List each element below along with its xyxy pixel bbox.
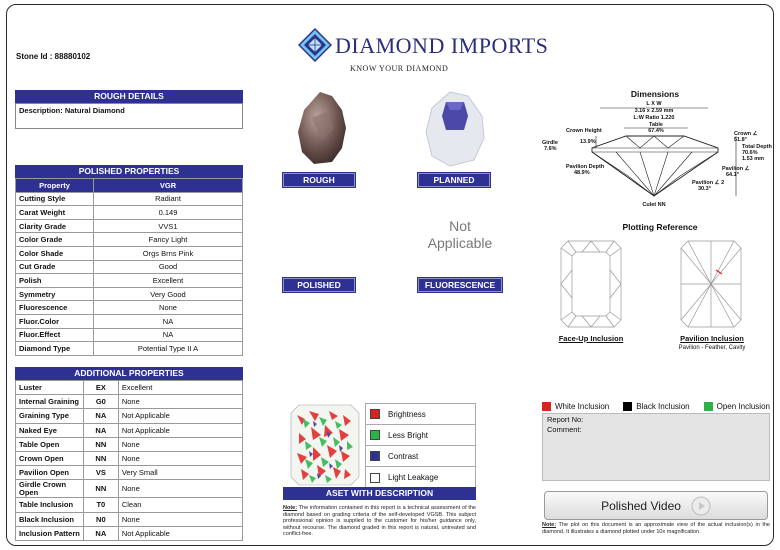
table-row xyxy=(16,526,243,540)
table-row xyxy=(16,206,243,220)
property-value: Very Good xyxy=(94,287,243,301)
table-row xyxy=(16,512,243,526)
open-inclusion-swatch xyxy=(704,402,713,411)
pavilion-depth-value: 48.9% xyxy=(574,170,590,176)
pavilion-inclusion-detail: Pavilion - Feather, Cavity xyxy=(678,345,746,351)
legend-label: Black Inclusion xyxy=(636,402,690,411)
property-value: Potential Type II A xyxy=(94,342,243,356)
planned-label: PLANNED xyxy=(418,173,490,187)
property-name: Crown Open xyxy=(16,451,84,465)
column-header: Property xyxy=(16,179,94,193)
table-row xyxy=(16,287,243,301)
property-name: Fluor.Effect xyxy=(16,328,94,342)
table-row xyxy=(16,260,243,274)
legend-label: Brightness xyxy=(388,409,426,419)
table-row xyxy=(16,192,243,206)
planned-stone-image xyxy=(420,88,490,168)
property-name: Clarity Grade xyxy=(16,219,94,233)
property-value: Not Applicable xyxy=(118,423,242,437)
property-value: None xyxy=(118,512,242,526)
property-value: Not Applicable xyxy=(118,409,242,423)
crown-height-label: Crown Height xyxy=(566,128,602,134)
property-code: VS xyxy=(83,466,118,480)
report-no-label: Report No: xyxy=(547,415,584,424)
property-value: Not Applicable xyxy=(118,526,242,540)
fluorescence-label: FLUORESCENCE xyxy=(418,278,502,292)
table-row xyxy=(16,301,243,315)
face-up-plot xyxy=(560,240,622,328)
property-code: G0 xyxy=(83,395,118,409)
property-code: NN xyxy=(83,437,118,451)
pavilion-plot xyxy=(680,240,742,328)
legend-item xyxy=(366,467,475,488)
table-row xyxy=(16,498,243,512)
plotting-reference-title: Plotting Reference xyxy=(622,222,698,232)
property-name: Symmetry xyxy=(16,287,94,301)
polished-properties-section xyxy=(15,165,243,356)
additional-properties-section xyxy=(15,367,243,541)
property-code: NA xyxy=(83,526,118,540)
additional-properties-header: ADDITIONAL PROPERTIES xyxy=(15,367,243,380)
property-name: Fluorescence xyxy=(16,301,94,315)
property-value: NA xyxy=(94,314,243,328)
property-value: Fancy Light xyxy=(94,233,243,247)
rough-details-header: ROUGH DETAILS xyxy=(15,90,243,103)
girdle-value: 7.6% xyxy=(544,146,557,152)
property-value: Radiant xyxy=(94,192,243,206)
pavilion-angle-2-label: Pavilion ∠ 2 xyxy=(692,180,725,186)
property-name: Graining Type xyxy=(16,409,84,423)
legend-item xyxy=(366,404,475,425)
aset-header: ASET WITH DESCRIPTION xyxy=(283,487,476,500)
property-value: VVS1 xyxy=(94,219,243,233)
aset-note xyxy=(283,505,476,538)
property-code: T0 xyxy=(83,498,118,512)
table-row xyxy=(16,381,243,395)
inclusion-legend-item xyxy=(623,402,689,411)
rough-stone-image xyxy=(292,88,352,168)
fluorescence-not-applicable: Not Applicable xyxy=(427,218,493,251)
aset-image xyxy=(289,403,361,487)
property-value: 0.149 xyxy=(94,206,243,220)
table-row xyxy=(16,480,243,498)
note-label: Note: xyxy=(542,522,557,528)
note-text: The plot on this document is an approximate view of the actual inclusion(s) in the diamond. It illustrates a diamond plotted under 10x magnification. xyxy=(542,522,770,535)
property-name: Carat Weight xyxy=(16,206,94,220)
property-value: None xyxy=(118,437,242,451)
comment-label: Comment: xyxy=(547,425,582,434)
table-row xyxy=(16,274,243,288)
polished-label: POLISHED xyxy=(283,278,355,292)
property-name: Polish xyxy=(16,274,94,288)
brand-name: DIAMOND IMPORTS xyxy=(335,33,549,58)
pavilion-angle-1-label: Pavilion ∠ xyxy=(722,166,750,172)
pavilion-angle-1-value: 64.1° xyxy=(726,172,739,178)
property-value: Excellent xyxy=(118,381,242,395)
legend-label: Less Bright xyxy=(388,430,429,440)
culet-label: Culet NN xyxy=(642,202,666,208)
table-row xyxy=(16,246,243,260)
brightness-swatch xyxy=(370,409,380,419)
video-button-label: Polished Video xyxy=(601,498,681,513)
legend-label: Light Leakage xyxy=(388,473,439,482)
property-name: Table Open xyxy=(16,437,84,451)
crown-angle-label: Crown ∠ xyxy=(734,131,758,137)
property-name: Diamond Type xyxy=(16,342,94,356)
black-inclusion-swatch xyxy=(623,402,632,411)
table-row xyxy=(16,342,243,356)
inclusion-legend xyxy=(542,402,770,411)
diamond-logo-icon xyxy=(298,28,332,62)
legend-item xyxy=(366,446,475,467)
property-value: Good xyxy=(94,260,243,274)
table-row xyxy=(16,423,243,437)
legend-label: White Inclusion xyxy=(555,402,610,411)
additional-properties-table xyxy=(15,380,243,541)
note-label: Note: xyxy=(283,505,298,511)
property-value: None xyxy=(118,451,242,465)
total-depth-label: Total Depth xyxy=(742,144,772,150)
property-name: Luster xyxy=(16,381,84,395)
table-row xyxy=(16,466,243,480)
property-value: None xyxy=(118,480,242,498)
property-name: Naked Eye xyxy=(16,423,84,437)
property-value: None xyxy=(94,301,243,315)
property-name: Cut Grade xyxy=(16,260,94,274)
polished-properties-header: POLISHED PROPERTIES xyxy=(15,165,243,178)
property-name: Inclusion Pattern xyxy=(16,526,84,540)
property-code: NN xyxy=(83,451,118,465)
property-code: EX xyxy=(83,381,118,395)
less-bright-swatch xyxy=(370,430,380,440)
girdle-label: Girdle xyxy=(542,140,558,146)
ratio-value: L:W Ratio 1.220 xyxy=(633,115,675,121)
property-code: NN xyxy=(83,480,118,498)
property-code: NA xyxy=(83,423,118,437)
table-header-row xyxy=(16,179,243,193)
rough-details-section xyxy=(15,90,243,129)
polished-video-button[interactable] xyxy=(544,491,768,520)
pavilion-inclusion-label: Pavilion Inclusion xyxy=(680,334,744,343)
table-row xyxy=(16,409,243,423)
table-row xyxy=(16,233,243,247)
column-header: VGR xyxy=(94,179,243,193)
property-value: NA xyxy=(94,328,243,342)
legend-item xyxy=(366,425,475,446)
property-value: Excellent xyxy=(94,274,243,288)
legend-label: Contrast xyxy=(388,451,419,461)
polished-properties-table xyxy=(15,178,243,356)
crown-angle-value: 51.8° xyxy=(734,137,747,143)
property-name: Color Grade xyxy=(16,233,94,247)
table-value: 67.4% xyxy=(648,128,664,134)
contrast-swatch xyxy=(370,451,380,461)
table-row xyxy=(16,437,243,451)
table-row xyxy=(16,219,243,233)
property-value: Clean xyxy=(118,498,242,512)
pavilion-angle-2-value: 30.3° xyxy=(698,186,711,192)
bottom-note xyxy=(542,522,770,535)
dimensions-diagram xyxy=(536,98,772,210)
property-value: Orgs Brns Pink xyxy=(94,246,243,260)
face-up-inclusion-label: Face-Up Inclusion xyxy=(558,334,624,343)
table-row xyxy=(16,395,243,409)
property-name: Table Inclusion xyxy=(16,498,84,512)
property-code: NA xyxy=(83,409,118,423)
stone-id: Stone Id : 88880102 xyxy=(16,52,91,61)
brand-tagline: KNOW YOUR DIAMOND xyxy=(350,64,449,73)
play-icon xyxy=(691,496,711,516)
total-depth-mm: 1.53 mm xyxy=(742,156,765,162)
property-name: Cutting Style xyxy=(16,192,94,206)
inclusion-legend-item xyxy=(704,402,770,411)
property-name: Black Inclusion xyxy=(16,512,84,526)
property-name: Fluor.Color xyxy=(16,314,94,328)
property-name: Internal Graining xyxy=(16,395,84,409)
property-name: Girdle Crown Open xyxy=(16,480,84,498)
property-code: N0 xyxy=(83,512,118,526)
pavilion-depth-label: Pavilion Depth xyxy=(566,164,605,170)
dimensions-title: Dimensions xyxy=(630,89,680,99)
report-comment-box xyxy=(542,413,770,481)
rough-description: Description: Natural Diamond xyxy=(15,103,243,129)
property-name: Pavilion Open xyxy=(16,466,84,480)
total-depth-value: 70.6% xyxy=(742,150,758,156)
crown-height-value: 13.9% xyxy=(580,139,596,145)
table-row xyxy=(16,451,243,465)
property-value: None xyxy=(118,395,242,409)
light-leakage-swatch xyxy=(370,473,380,483)
white-inclusion-swatch xyxy=(542,402,551,411)
table-row xyxy=(16,328,243,342)
table-row xyxy=(16,314,243,328)
lxw-label: L X W xyxy=(646,101,662,107)
property-value: Very Small xyxy=(118,466,242,480)
aset-legend xyxy=(365,403,476,487)
legend-label: Open Inclusion xyxy=(716,402,770,411)
note-text: The information contained in this report is a technical assessment of the diamond based on grading criteria of the self-developed VGSB. This subject professional opinion is supplied to the customer for his/her guidance only, without recourse. The diamond graded in this report is natural, untreated and conflict-free. xyxy=(283,505,476,538)
property-name: Color Shade xyxy=(16,246,94,260)
table-label: Table xyxy=(649,122,663,128)
lxw-value: 3.16 x 2.59 mm xyxy=(634,108,674,114)
rough-label: ROUGH xyxy=(283,173,355,187)
inclusion-legend-item xyxy=(542,402,609,411)
